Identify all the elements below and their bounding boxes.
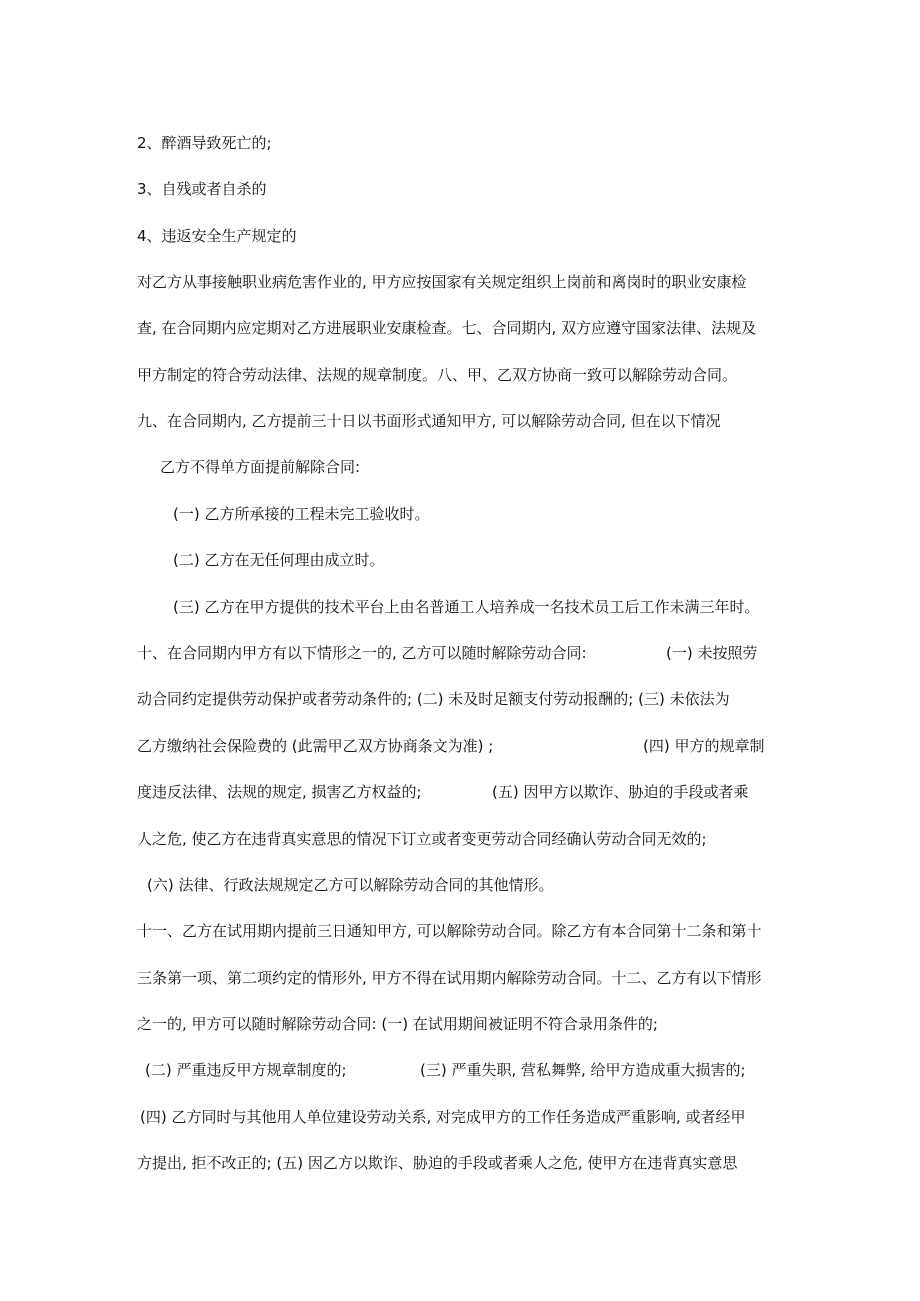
text-line-24: (二) 严重违反甲方规章制度的;	[145, 1061, 347, 1079]
text-line-18: (五) 因甲方以欺诈、胁迫的手段或者乘	[492, 783, 749, 801]
text-line-9: (一) 乙方所承接的工程未完工验收时。	[173, 505, 430, 523]
text-line-10: (二) 乙方在无任何理由成立时。	[173, 551, 385, 569]
text-line-16: (四) 甲方的规章制	[643, 737, 765, 755]
text-line-21: 十一、乙方在试用期内提前三日通知甲方, 可以解除劳动合同。除乙方有本合同第十二条和第十	[137, 922, 762, 940]
text-line-22: 三条第一项、第二项约定的情形外, 甲方不得在试用期内解除劳动合同。十二、乙方有以下情形	[137, 969, 762, 987]
text-line-13: (一) 未按照劳	[666, 644, 758, 662]
text-line-12: 十、在合同期内甲方有以下情形之一的, 乙方可以随时解除劳动合同:	[137, 644, 587, 662]
text-line-20: (六) 法律、行政法规规定乙方可以解除劳动合同的其他情形。	[147, 876, 554, 894]
text-line-14: 动合同约定提供劳动保护或者劳动条件的; (二) 未及时足额支付劳动报酬的; (三) 未依法为	[137, 690, 730, 708]
text-line-19: 人之危, 使乙方在违背真实意思的情况下订立或者变更劳动合同经确认劳动合同无效的;	[137, 830, 707, 848]
text-line-8: 乙方不得单方面提前解除合同:	[160, 458, 361, 476]
text-line-2: 3、自残或者自杀的	[137, 180, 267, 198]
text-line-15: 乙方缴纳社会保险费的 (此需甲乙双方协商条文为准) ;	[137, 737, 494, 755]
text-line-6: 甲方制定的符合劳动法律、法规的规章制度。八、甲、乙双方协商一致可以解除劳动合同。	[137, 366, 738, 384]
text-line-11: (三) 乙方在甲方提供的技术平台上由名普通工人培养成一名技术员工后工作未满三年时。	[173, 598, 760, 616]
text-line-3: 4、违返安全生产规定的	[137, 227, 297, 245]
text-line-26: (四) 乙方同时与其他用人单位建设劳动关系, 对完成甲方的工作任务造成严重影响, 或者经甲	[140, 1108, 746, 1126]
text-line-4: 对乙方从事接触职业病危害作业的, 甲方应按国家有关规定组织上岗前和离岗时的职业安康检	[137, 273, 747, 291]
text-line-7: 九、在合同期内, 乙方提前三十日以书面形式通知甲方, 可以解除劳动合同, 但在以下情况	[137, 412, 721, 430]
text-line-23: 之一的, 甲方可以随时解除劳动合同: (一) 在试用期间被证明不符合录用条件的;	[137, 1015, 658, 1033]
text-line-1: 2、醉酒导致死亡的;	[137, 134, 272, 152]
text-line-17: 度违反法律、法规的规定, 损害乙方权益的;	[137, 783, 422, 801]
text-line-5: 查, 在合同期内应定期对乙方进展职业安康检查。七、合同期内, 双方应遵守国家法律、法规及	[137, 319, 757, 337]
text-line-25: (三) 严重失职, 营私舞弊, 给甲方造成重大损害的;	[420, 1061, 746, 1079]
text-line-27: 方提出, 拒不改正的; (五) 因乙方以欺诈、胁迫的手段或者乘人之危, 使甲方在违背真实意思	[137, 1154, 738, 1172]
